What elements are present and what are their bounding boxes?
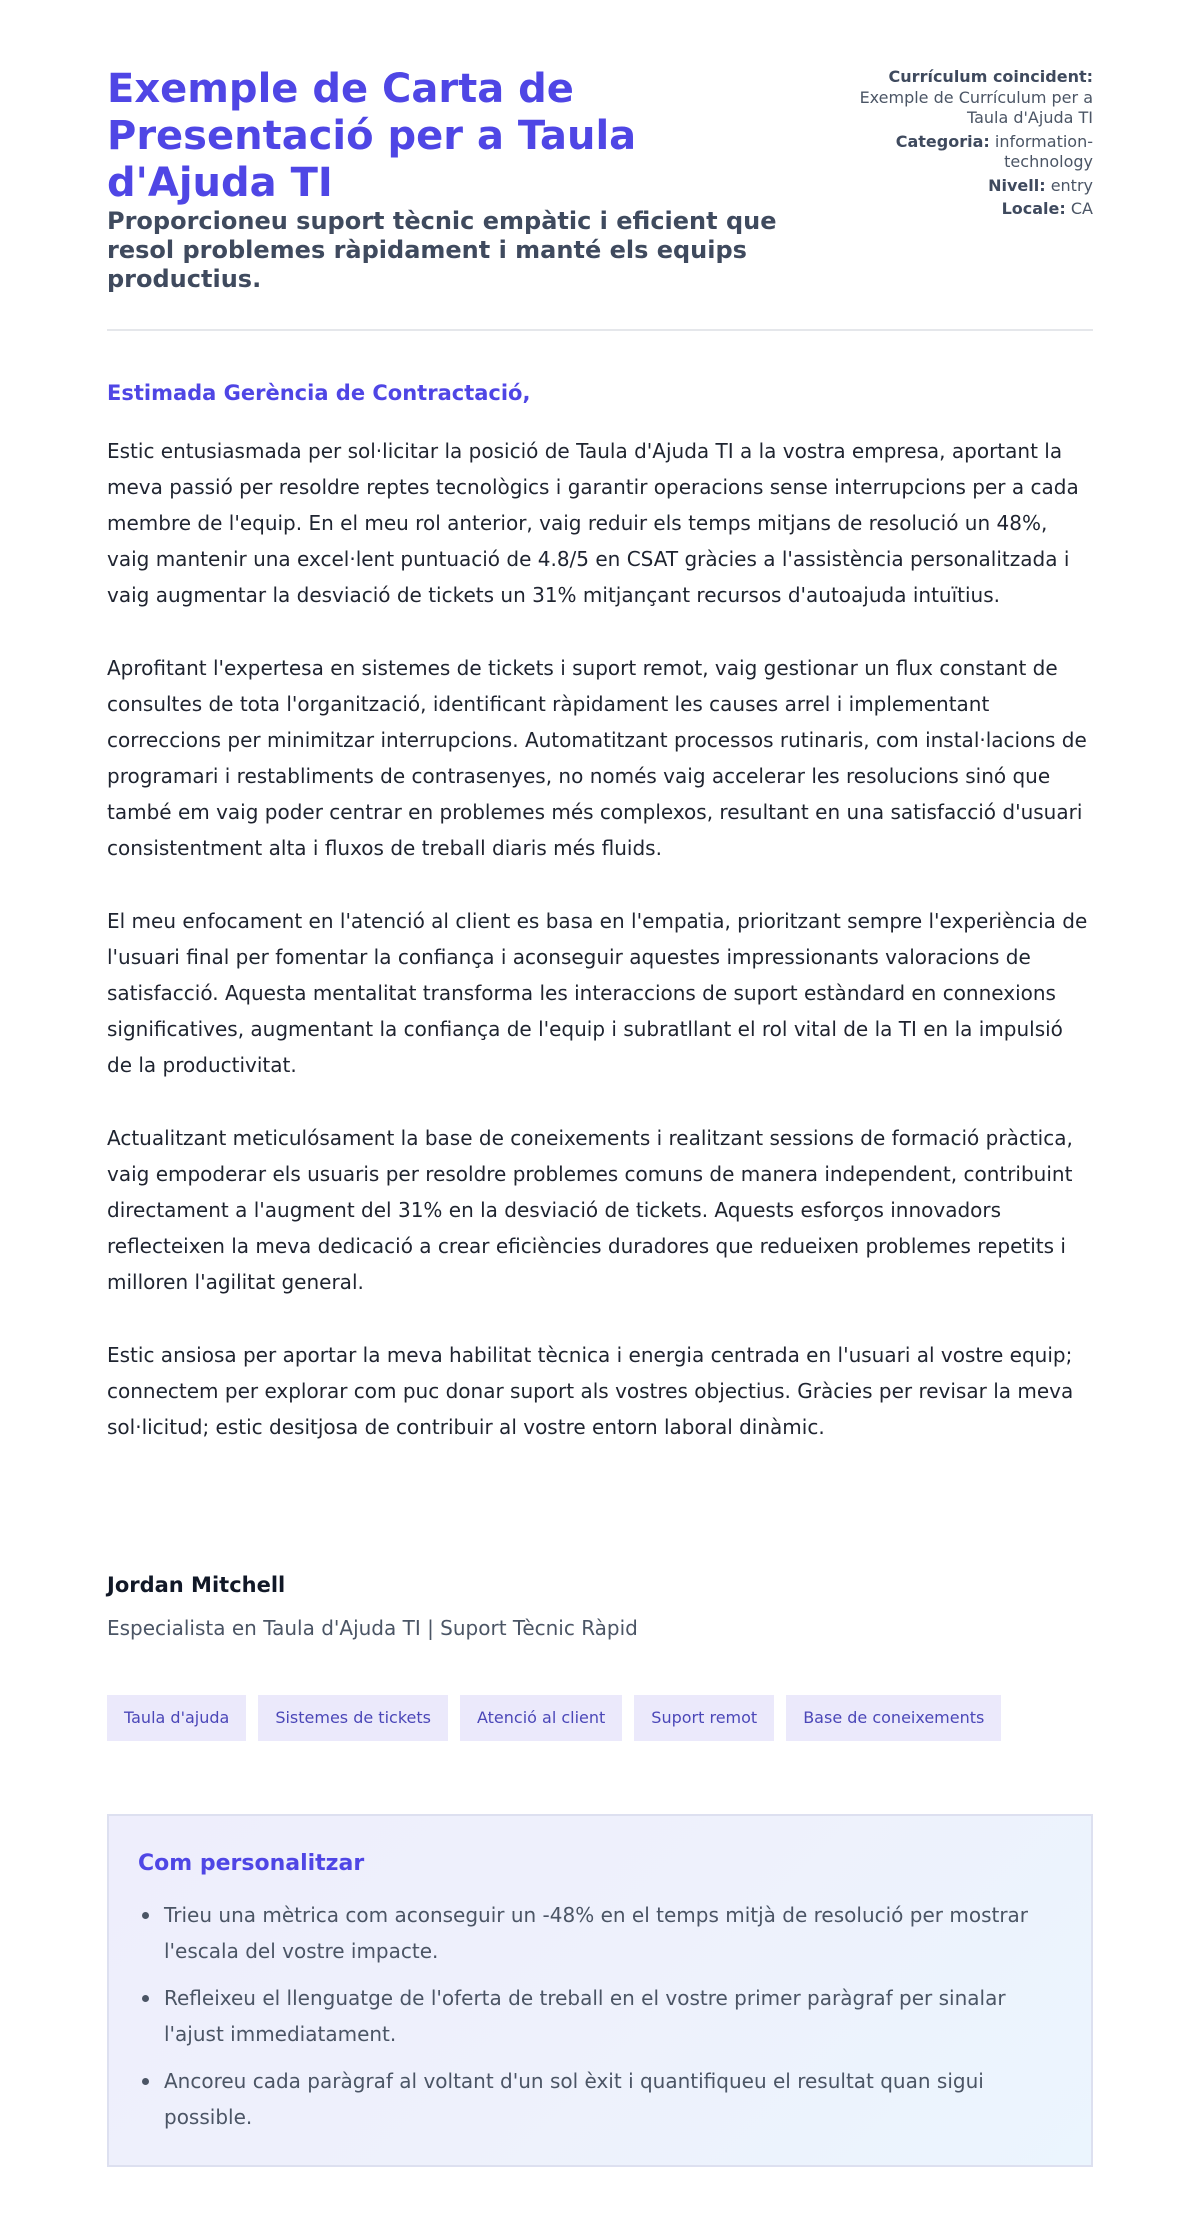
tips-item-text: Ancoreu cada paràgraf al voltant d'un sol èxit i quantifiqueu el resultat quan sigui possible.	[164, 2069, 984, 2129]
meta-locale	[843, 199, 1093, 220]
skill-tags	[107, 1695, 1001, 1741]
customization-tips-box	[107, 1814, 1093, 2167]
skill-tag: Suport remot	[634, 1695, 774, 1741]
tips-item-text: Trieu una mètrica com aconseguir un -48% en el temps mitjà de resolució per mostrar l'escala del vostre impacte.	[164, 1903, 1029, 1963]
signature-block	[107, 1570, 638, 1643]
salutation: Estimada Gerència de Contractació,	[107, 381, 531, 405]
bullet-icon	[142, 1995, 149, 2002]
header-divider	[107, 329, 1093, 331]
meta-value: Exemple de Currículum per a Taula d'Ajuda TI	[859, 87, 1093, 127]
meta-label: Categoria:	[895, 131, 990, 151]
meta-category	[843, 132, 1093, 173]
letter-paragraph: Estic ansiosa per aportar la meva habilitat tècnica i energia centrada en l'usuari al vostre equip; connectem per explorar com puc donar suport als vostres objectius. Gràcies per revisar la meva sol·licitud; estic desitjosa de contribuir al vostre entorn laboral dinàmic.	[107, 1343, 1074, 1439]
skill-tag: Base de coneixements	[786, 1695, 1001, 1741]
tips-item-text: Refleixeu el llenguatge de l'oferta de treball en el vostre primer paràgraf per sinalar l'ajust immediatament.	[164, 1986, 1006, 2046]
meta-matching-resume	[843, 67, 1093, 129]
bullet-icon	[142, 1912, 149, 1919]
signature-name: Jordan Mitchell	[107, 1573, 286, 1597]
letter-paragraph: El meu enfocament en l'atenció al client es basa en l'empatia, prioritzant sempre l'experiència de l'usuari final per fomentar la confiança i aconseguir aquestes impressionants valoracions de satisfacció. Aquesta mentalitat transforma les interaccions de suport estàndard en connexions significatives, augmentant la confiança de l'equip i subratllant el rol vital de la TI en la impulsió de la productivitat.	[107, 909, 1088, 1077]
meta-value: entry	[1050, 175, 1093, 195]
letter-paragraph: Estic entusiasmada per sol·licitar la posició de Taula d'Ajuda TI a la vostra empresa, aportant la meva passió per resoldre reptes tecnològics i garantir operacions sense interrupcions per a cada membre de l'equip. En el meu rol anterior, vaig reduir els temps mitjans de resolució un 48%, vaig mantenir una excel·lent puntuació de 4.8/5 en CSAT gràcies a l'assistència personalitzada i vaig augmentar la desviació de tickets un 31% mitjançant recursos d'autoajuda intuïtius.	[107, 439, 1079, 607]
page-title: Exemple de Carta de Presentació per a Taula d'Ajuda TI	[107, 66, 637, 206]
page-subtitle: Proporcioneu suport tècnic empàtic i eficient que resol problemes ràpidament i manté els equips productius.	[107, 207, 777, 293]
bullet-icon	[142, 2078, 149, 2085]
meta-label: Locale:	[1001, 199, 1066, 218]
letter-body	[107, 433, 1093, 1482]
tips-title: Com personalitzar	[138, 1851, 365, 1876]
header-left	[107, 66, 787, 294]
meta-label: Currículum coincident:	[888, 67, 1093, 86]
meta-label: Nivell:	[988, 175, 1046, 195]
meta-value: CA	[1070, 199, 1093, 218]
page-header	[107, 0, 1093, 293]
tips-list-item	[164, 2063, 1062, 2135]
skill-tag: Sistemes de tickets	[258, 1695, 448, 1741]
tips-list-item	[164, 1897, 1062, 1969]
meta-value: information-technology	[994, 131, 1093, 171]
signature-title: Especialista en Taula d'Ajuda TI | Suport Tècnic Ràpid	[107, 1616, 638, 1640]
tips-list-item	[164, 1980, 1062, 2052]
letter-paragraph: Aprofitant l'expertesa en sistemes de tickets i suport remot, vaig gestionar un flux constant de consultes de tota l'organització, identificant ràpidament les causes arrel i implementant correccions per minimitzar interrupcions. Automatitzant processos rutinaris, com instal·lacions de programari i restabliments de contrasenyes, no només vaig accelerar les resolucions sinó que també em vaig poder centrar en problemes més complexos, resultant en una satisfacció d'usuari consistentment alta i fluxos de treball diaris més fluids.	[107, 656, 1087, 860]
meta-panel	[843, 67, 1093, 223]
cover-letter-page	[107, 0, 1093, 2129]
letter-paragraph: Actualitzant meticulósament la base de coneixements i realitzant sessions de formació pràctica, vaig empoderar els usuaris per resoldre problemes comuns de manera independent, contribuint directament a l'augment del 31% en la desviació de tickets. Aquests esforços innovadors reflecteixen la meva dedicació a crear eficiències duradores que redueixen problemes repetits i milloren l'agilitat general.	[107, 1126, 1073, 1294]
skill-tag: Taula d'ajuda	[107, 1695, 246, 1741]
skill-tag: Atenció al client	[460, 1695, 622, 1741]
meta-level	[843, 176, 1093, 197]
tips-list	[138, 1897, 1062, 2135]
